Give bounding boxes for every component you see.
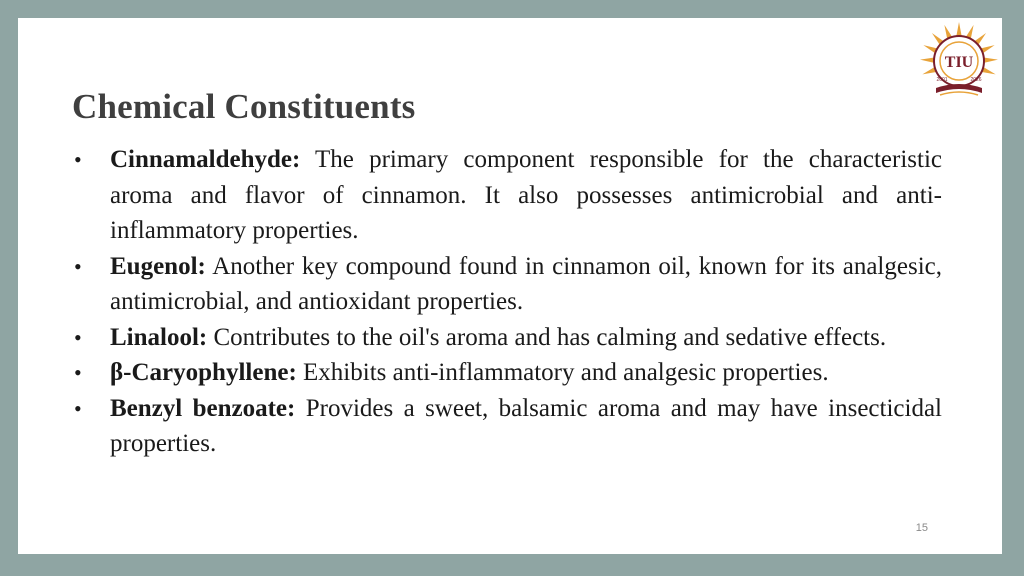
- logo-year-end: 2026: [970, 77, 982, 83]
- logo-year-start: 2001: [936, 77, 948, 83]
- item-term: β-Caryophyllene:: [110, 359, 297, 386]
- bullet-icon: •: [74, 253, 82, 279]
- item-term: Eugenol:: [110, 252, 206, 280]
- item-text: Provides a sweet, balsamic aroma and may have insecticidal properties.: [110, 394, 942, 457]
- slide: [18, 18, 1002, 554]
- list-item: [72, 249, 942, 320]
- item-term: Cinnamaldehyde:: [110, 146, 301, 173]
- slide-title: Chemical Constituents: [72, 87, 416, 126]
- item-term: Benzyl benzoate:: [110, 394, 296, 422]
- list-item: [72, 142, 942, 249]
- item-text: Exhibits anti-inflammatory and analgesic properties.: [296, 359, 829, 386]
- logo-text: TIU: [944, 54, 974, 71]
- item-text: Another key compound found in cinnamon oil, known for its analgesic, antimicrobial, and antioxidant properties.: [110, 252, 942, 315]
- item-term: Linalool:: [110, 323, 208, 351]
- bullet-icon: •: [74, 324, 82, 350]
- item-text: The primary component responsible for the characteristic aroma and flavor of cinnamon. It also possesses antimicrobial and anti-inflammatory properties.: [110, 146, 942, 244]
- item-text: Contributes to the oil's aroma and has calming and sedative effects.: [207, 323, 887, 351]
- bullet-icon: •: [74, 395, 82, 421]
- list-item: [72, 320, 942, 356]
- page-number: 15: [915, 522, 928, 534]
- list-item: [72, 391, 942, 462]
- university-logo: [916, 18, 1002, 104]
- logo-emblem-icon: [916, 18, 1002, 104]
- bullet-icon: •: [74, 360, 82, 385]
- constituents-list: [72, 142, 942, 462]
- list-item: [72, 355, 942, 391]
- bullet-icon: •: [74, 147, 82, 172]
